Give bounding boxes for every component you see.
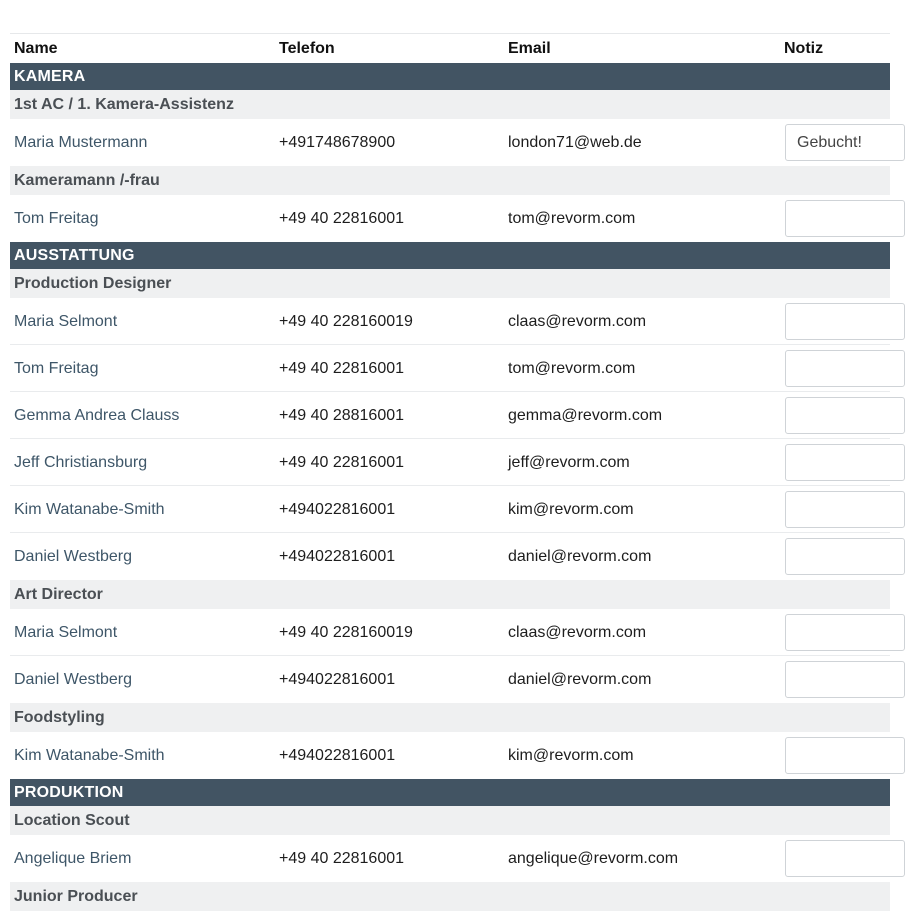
note-input[interactable]: [785, 538, 905, 575]
table-row: [10, 119, 890, 166]
role-title: Production Designer: [14, 275, 172, 292]
section-header: [10, 63, 890, 90]
contact-phone: +494022816001: [279, 548, 396, 565]
table-header: [10, 34, 890, 63]
note-input[interactable]: [785, 840, 905, 877]
contact-name-link[interactable]: Gemma Andrea Clauss: [14, 407, 180, 424]
contact-email: tom@revorm.com: [508, 210, 636, 227]
contact-phone: +49 40 22816001: [279, 360, 405, 377]
column-header-email: Email: [508, 40, 551, 57]
contact-email: jeff@revorm.com: [508, 454, 630, 471]
contact-phone: +49 40 22816001: [279, 210, 405, 227]
role-header: [10, 882, 890, 911]
table-row: [10, 392, 890, 439]
role-title: Location Scout: [14, 812, 130, 829]
table-row: [10, 298, 890, 345]
table-row: [10, 533, 890, 580]
contact-email: claas@revorm.com: [508, 624, 647, 641]
contact-phone: +494022816001: [279, 501, 396, 518]
section-header: [10, 779, 890, 806]
contact-phone: +494022816001: [279, 671, 396, 688]
note-input[interactable]: [785, 350, 905, 387]
contact-name-link[interactable]: Tom Freitag: [14, 210, 99, 227]
role-header: [10, 806, 890, 835]
contact-phone: +49 40 22816001: [279, 454, 405, 471]
role-header: [10, 580, 890, 609]
contact-email: london71@web.de: [508, 134, 642, 151]
note-input[interactable]: [785, 124, 905, 161]
contact-email: daniel@revorm.com: [508, 671, 652, 688]
column-header-name: Name: [14, 40, 58, 57]
contact-email: kim@revorm.com: [508, 747, 634, 764]
note-input[interactable]: [785, 737, 905, 774]
role-header: [10, 269, 890, 298]
section-title: AUSSTATTUNG: [14, 247, 135, 264]
role-header: [10, 166, 890, 195]
contact-name-link[interactable]: Maria Selmont: [14, 313, 118, 330]
note-input[interactable]: [785, 491, 905, 528]
section-title: PRODUKTION: [14, 784, 124, 801]
contact-email: tom@revorm.com: [508, 360, 636, 377]
contact-phone: +49 40 22816001: [279, 850, 405, 867]
table-row: [10, 835, 890, 882]
role-title: Kameramann /-frau: [14, 172, 160, 189]
contact-name-link[interactable]: Daniel Westberg: [14, 548, 132, 565]
note-input[interactable]: [785, 661, 905, 698]
contact-name-link[interactable]: Maria Mustermann: [14, 134, 148, 151]
contact-name-link[interactable]: Kim Watanabe-Smith: [14, 501, 165, 518]
role-title: Art Director: [14, 586, 103, 603]
contact-phone: +491748678900: [279, 134, 396, 151]
contact-name-link[interactable]: Daniel Westberg: [14, 671, 132, 688]
role-title: Junior Producer: [14, 888, 138, 905]
contact-phone: +49 40 28816001: [279, 407, 405, 424]
table-body: [10, 63, 890, 911]
crew-contact-table: [10, 33, 890, 911]
note-input[interactable]: [785, 303, 905, 340]
contact-phone: +49 40 228160019: [279, 313, 413, 330]
contact-name-link[interactable]: Angelique Briem: [14, 850, 132, 867]
table-row: [10, 486, 890, 533]
contact-name-link[interactable]: Maria Selmont: [14, 624, 118, 641]
table-row: [10, 195, 890, 242]
role-header: [10, 703, 890, 732]
column-header-note: Notiz: [784, 40, 824, 57]
contact-email: kim@revorm.com: [508, 501, 634, 518]
note-input[interactable]: [785, 444, 905, 481]
role-header: [10, 90, 890, 119]
column-header-phone: Telefon: [279, 40, 335, 57]
contact-phone: +494022816001: [279, 747, 396, 764]
section-header: [10, 242, 890, 269]
table-row: [10, 609, 890, 656]
table-row: [10, 345, 890, 392]
note-input[interactable]: [785, 397, 905, 434]
contact-email: angelique@revorm.com: [508, 850, 679, 867]
table-row: [10, 656, 890, 703]
table-row: [10, 732, 890, 779]
contact-phone: +49 40 228160019: [279, 624, 413, 641]
contact-name-link[interactable]: Tom Freitag: [14, 360, 99, 377]
contact-email: claas@revorm.com: [508, 313, 647, 330]
contact-name-link[interactable]: Kim Watanabe-Smith: [14, 747, 165, 764]
contact-email: gemma@revorm.com: [508, 407, 663, 424]
note-input[interactable]: [785, 200, 905, 237]
contact-name-link[interactable]: Jeff Christiansburg: [14, 454, 148, 471]
role-title: Foodstyling: [14, 709, 105, 726]
role-title: 1st AC / 1. Kamera-Assistenz: [14, 96, 234, 113]
contact-email: daniel@revorm.com: [508, 548, 652, 565]
section-title: KAMERA: [14, 68, 86, 85]
table-row: [10, 439, 890, 486]
note-input[interactable]: [785, 614, 905, 651]
